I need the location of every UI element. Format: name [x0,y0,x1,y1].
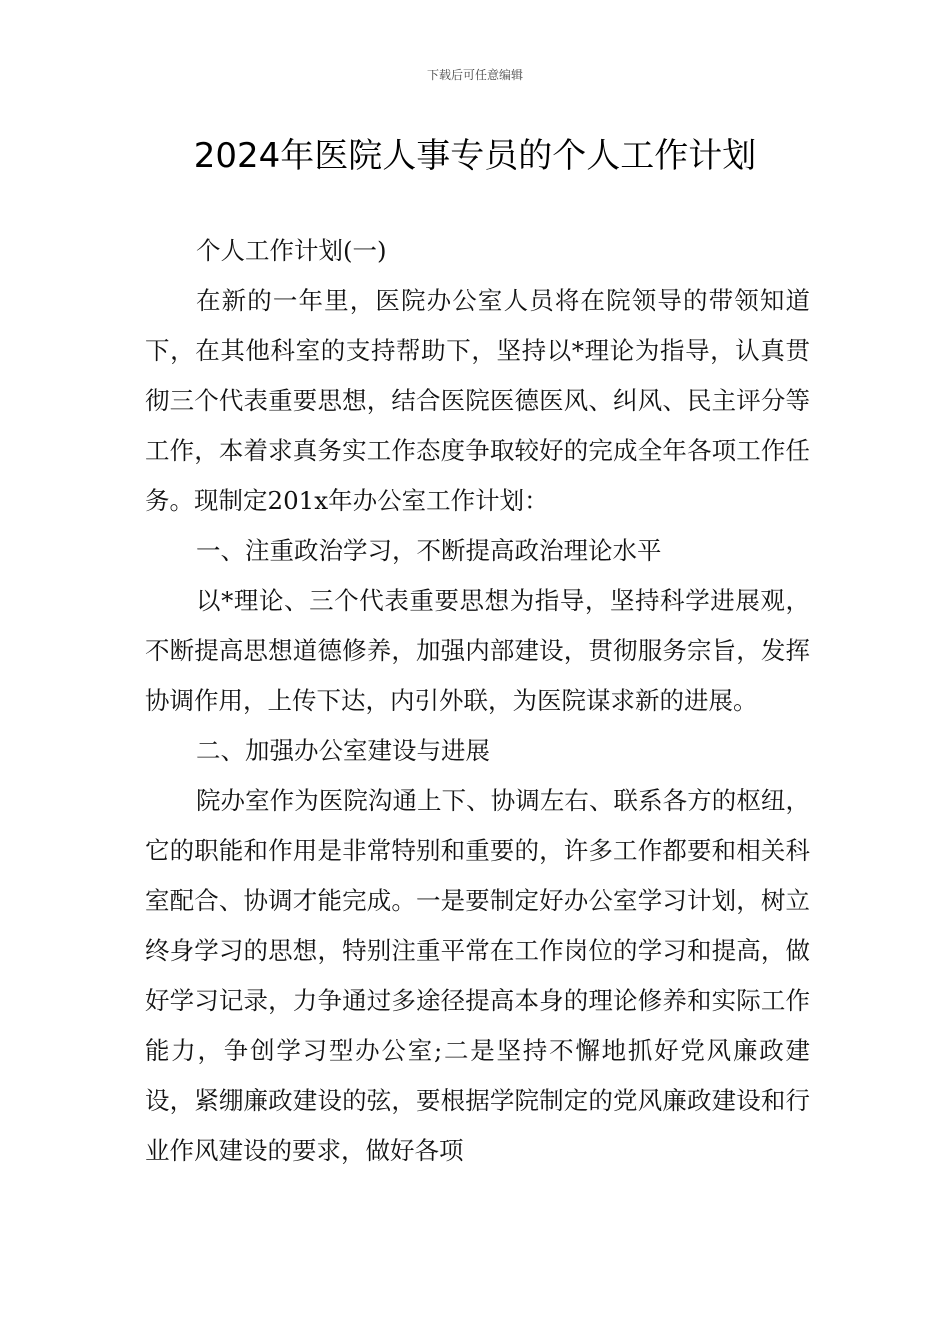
paragraph-section-2: 院办室作为医院沟通上下、协调左右、联系各方的枢纽，它的职能和作用是非常特别和重要的，许多工作都要和相关科室配合、协调才能完成。一是要制定好办公室学习计划，树立终身学习的思想，特别注重平常在工作岗位的学习和提高，做好学习记录，力争通过多途径提高本身的理论修养和实际工作能力，争创学习型办公室;二是坚持不懈地抓好党风廉政建设，紧绷廉政建设的弦，要根据学院制定的党风廉政建设和行业作风建设的要求，做好各项 [145,786,810,1165]
section-heading-plan: 个人工作计划(一) [196,236,387,265]
paragraph-intro: 在新的一年里，医院办公室人员将在院领导的带领知道下，在其他科室的支持帮助下，坚持以*理论为指导，认真贯彻三个代表重要思想，结合医院医德医风、纠风、民主评分等工作，本着求真务实工作态度争取较好的完成全年各项工作任务。现制定201x年办公室工作计划： [145,286,810,515]
header-note: 下载后可任意编辑 [426,68,523,82]
section-heading-1: 一、注重政治学习，不断提高政治理论水平 [196,536,662,565]
paragraph-section-1: 以*理论、三个代表重要思想为指导，坚持科学进展观，不断提高思想道德修养，加强内部建设，贯彻服务宗旨，发挥协调作用，上传下达，内引外联，为医院谋求新的进展。 [145,586,810,715]
document-title: 2024年医院人事专员的个人工作计划 [193,136,757,176]
section-heading-2: 二、加强办公室建设与进展 [196,736,490,765]
document-body [145,226,810,1176]
